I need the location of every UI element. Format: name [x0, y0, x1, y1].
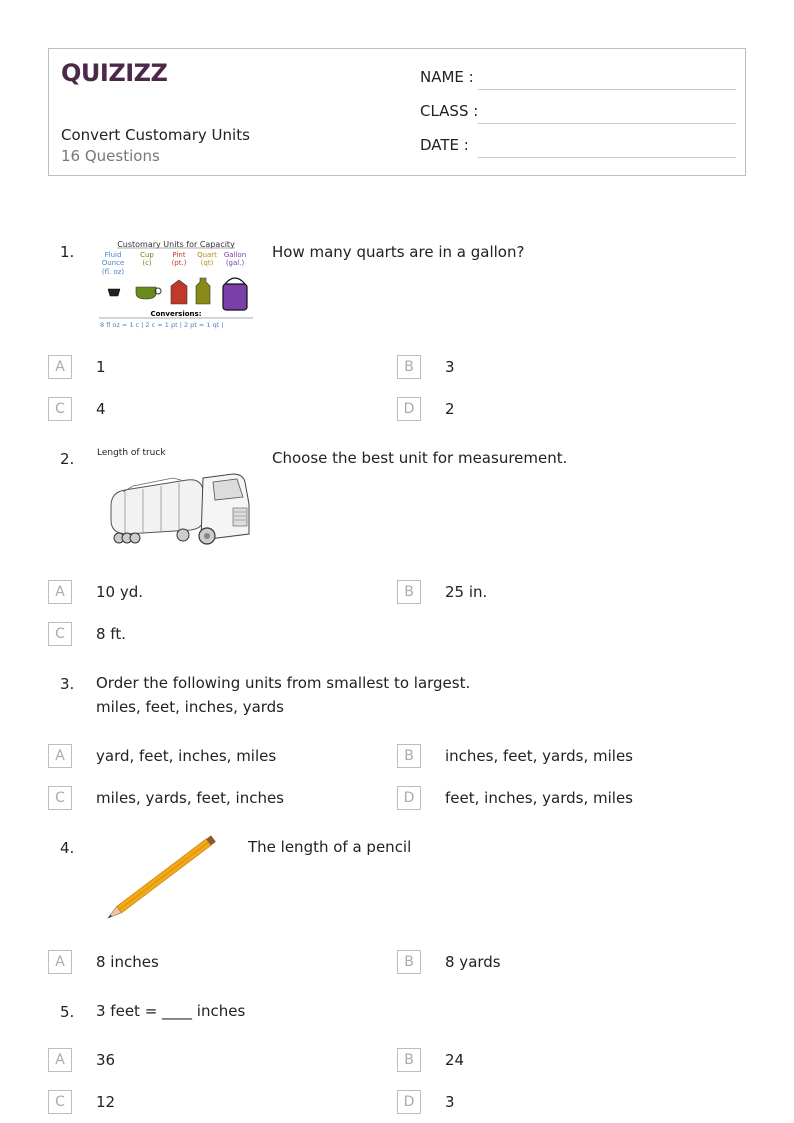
option-text[interactable]: 36 [96, 1051, 116, 1069]
svg-text:(fl. oz): (fl. oz) [101, 268, 125, 276]
svg-text:Gallon: Gallon [223, 251, 247, 259]
option-letter[interactable]: D [397, 786, 421, 810]
option-text[interactable]: inches, feet, yards, miles [445, 747, 633, 765]
svg-text:(qt): (qt) [200, 259, 214, 267]
question-number: 1. [60, 243, 75, 261]
option-letter[interactable]: C [48, 1090, 72, 1114]
svg-text:Pint: Pint [172, 251, 186, 259]
worksheet-header [48, 48, 746, 176]
svg-text:Fluid: Fluid [104, 251, 122, 259]
question-number: 2. [60, 450, 75, 468]
date-label: DATE : [420, 136, 469, 154]
option-text[interactable]: feet, inches, yards, miles [445, 789, 633, 807]
option-text[interactable]: 4 [96, 400, 106, 418]
option-text[interactable]: 3 [445, 358, 455, 376]
question-number: 4. [60, 839, 75, 857]
option-letter[interactable]: D [397, 1090, 421, 1114]
date-field[interactable] [420, 136, 736, 158]
question-text-line2: miles, feet, inches, yards [96, 698, 284, 716]
question-text: Choose the best unit for measurement. [272, 449, 568, 467]
option-text[interactable]: 1 [96, 358, 106, 376]
option-letter[interactable]: D [397, 397, 421, 421]
question-text: Order the following units from smallest to largest. [96, 674, 471, 692]
class-line[interactable] [478, 123, 736, 124]
option-letter[interactable]: C [48, 397, 72, 421]
option-text[interactable]: 8 inches [96, 953, 159, 971]
class-label: CLASS : [420, 102, 479, 120]
option-text[interactable]: 24 [445, 1051, 465, 1069]
option-text[interactable]: miles, yards, feet, inches [96, 789, 284, 807]
question-text: 3 feet = ____ inches [96, 1002, 246, 1020]
class-field[interactable] [420, 102, 736, 124]
name-label: NAME : [420, 68, 474, 86]
truck-image [95, 444, 255, 554]
option-text[interactable]: 2 [445, 400, 455, 418]
option-letter[interactable]: C [48, 786, 72, 810]
conversions-label: Conversions: [150, 310, 202, 318]
option-text[interactable]: yard, feet, inches, miles [96, 747, 277, 765]
pencil-image [100, 834, 230, 926]
question-text: How many quarts are in a gallon? [272, 243, 525, 261]
question-count: 16 Questions [61, 147, 160, 165]
svg-text:Cup: Cup [140, 251, 154, 259]
option-letter[interactable]: B [397, 355, 421, 379]
quizizz-logo: QUIZIZZ [61, 59, 168, 87]
question-number: 5. [60, 1003, 75, 1021]
svg-text:(pt.): (pt.) [171, 259, 187, 267]
option-text[interactable]: 8 ft. [96, 625, 126, 643]
option-letter[interactable]: A [48, 580, 72, 604]
option-text[interactable]: 12 [96, 1093, 116, 1111]
option-letter[interactable]: A [48, 355, 72, 379]
svg-text:(c): (c) [142, 259, 152, 267]
svg-text:(gal.): (gal.) [225, 259, 245, 267]
question-text: The length of a pencil [248, 838, 412, 856]
truck-caption: Length of truck [97, 448, 166, 458]
name-line[interactable] [478, 89, 736, 90]
name-field[interactable] [420, 68, 736, 90]
capacity-caption: Customary Units for Capacity [117, 240, 235, 249]
worksheet-title: Convert Customary Units [61, 126, 250, 144]
capacity-units-image [97, 238, 255, 332]
option-letter[interactable]: B [397, 744, 421, 768]
option-letter[interactable]: A [48, 1048, 72, 1072]
option-text[interactable]: 10 yd. [96, 583, 144, 601]
option-letter[interactable]: B [397, 1048, 421, 1072]
svg-text:Quart: Quart [197, 251, 217, 259]
option-letter[interactable]: A [48, 950, 72, 974]
option-letter[interactable]: C [48, 622, 72, 646]
option-text[interactable]: 8 yards [445, 953, 501, 971]
option-letter[interactable]: A [48, 744, 72, 768]
option-text[interactable]: 25 in. [445, 583, 488, 601]
question-number: 3. [60, 675, 75, 693]
option-letter[interactable]: B [397, 580, 421, 604]
svg-text:Ounce: Ounce [101, 259, 125, 267]
conversions-text: 8 fl oz = 1 c | 2 c = 1 pt | 2 pt = 1 qt | [100, 321, 224, 329]
option-letter[interactable]: B [397, 950, 421, 974]
option-text[interactable]: 3 [445, 1093, 455, 1111]
date-line[interactable] [478, 157, 736, 158]
